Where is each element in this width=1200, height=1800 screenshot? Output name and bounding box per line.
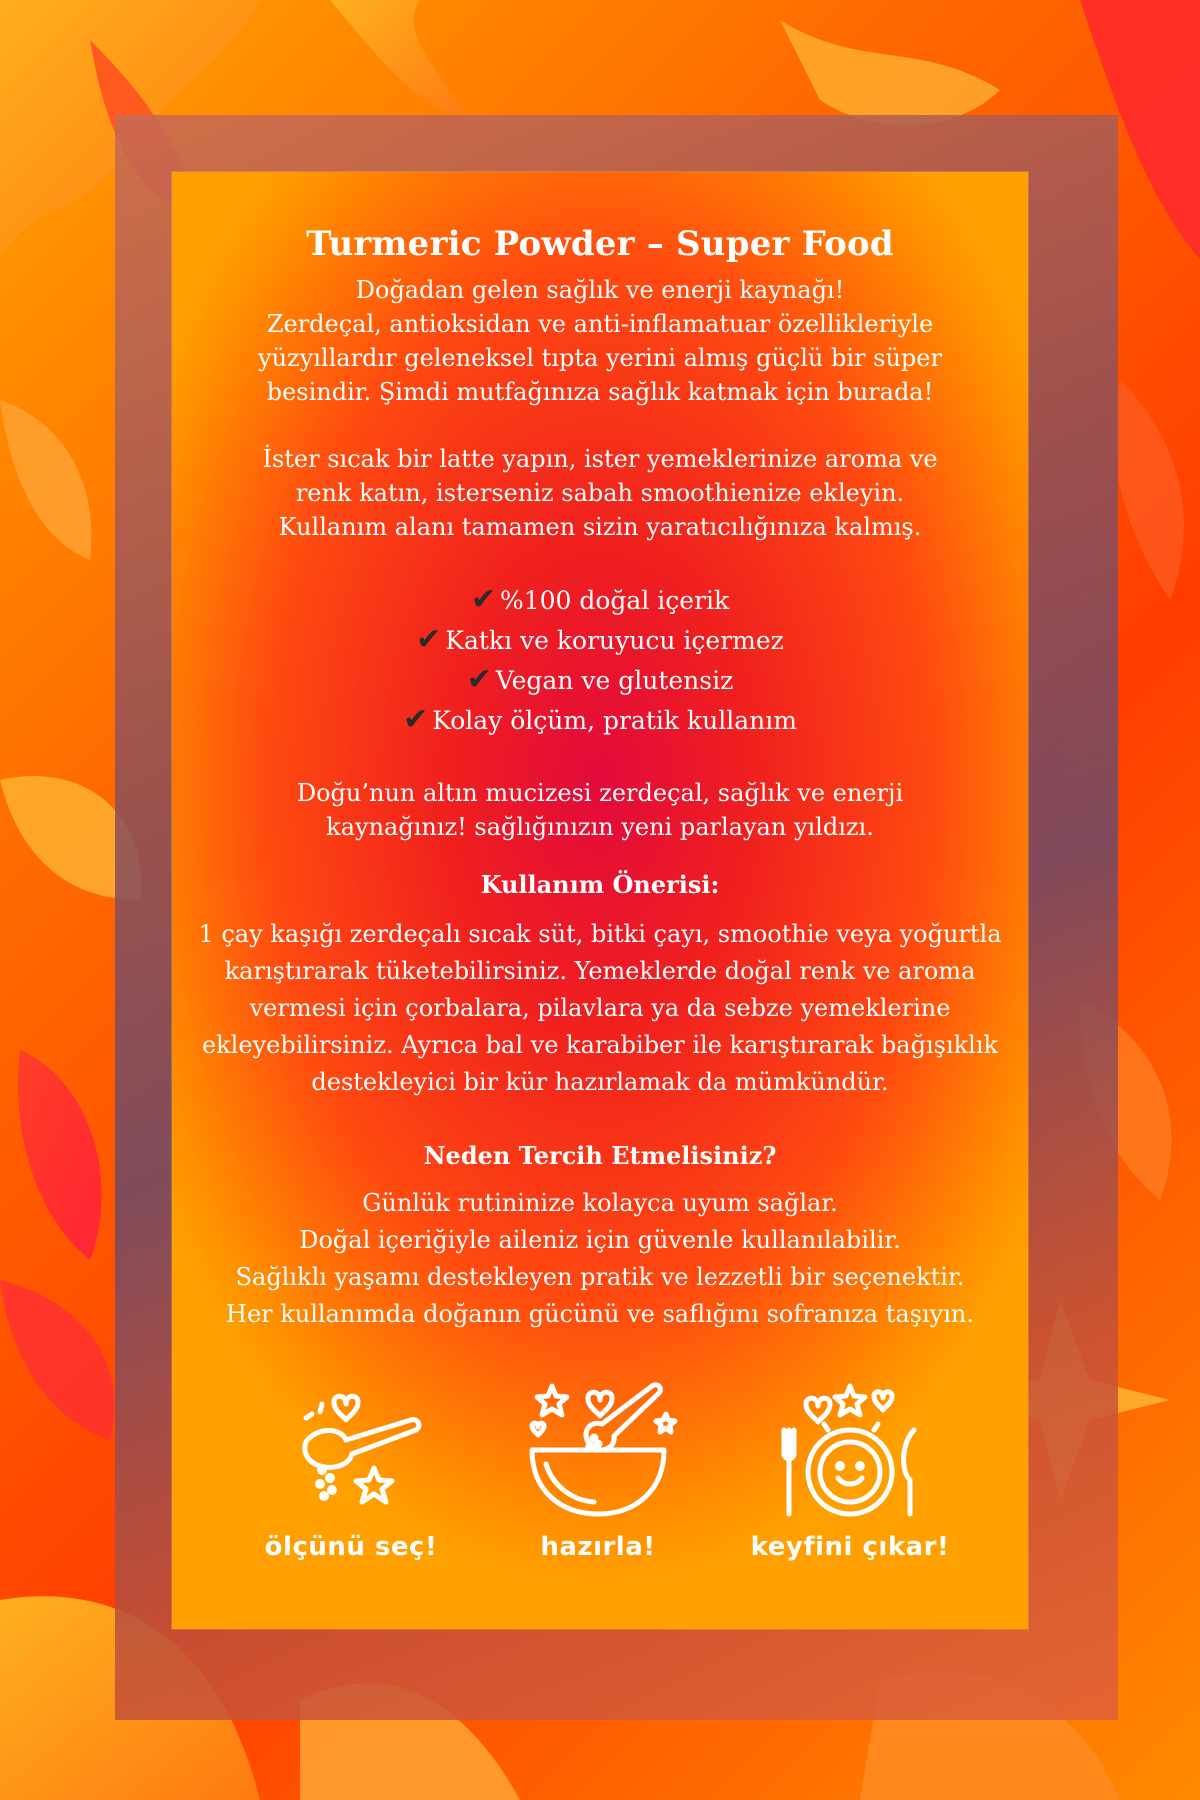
usage-line: ekleyebilirsiniz. Ayrıca bal ve karabiber ile karıştırarak bağışıklık: [201, 1030, 999, 1059]
intro-line: yüzyıllardır geleneksel tıpta yerini almış güçlü bir süper: [258, 343, 942, 372]
list-item: [172, 620, 1028, 660]
usage-line: vermesi için çorbalara, pilavlara ya da sebze yemeklerine: [249, 993, 951, 1022]
usage-paragraph-line: İster sıcak bir latte yapın, ister yemeklerinize aroma ve: [262, 444, 938, 473]
miracle-line: Doğu’nun altın mucizesi zerdeçal, sağlık ve enerji: [296, 778, 904, 807]
feature-text: Kolay ölçüm, pratik kullanım: [432, 705, 797, 735]
intro-text: [172, 273, 1028, 409]
bowl-icon: [518, 1372, 678, 1522]
intro-line: besindir. Şimdi mutfağınıza sağlık katmak için burada!: [266, 377, 934, 406]
why-line: Doğal içeriğiyle aileniz için güvenle kullanılabilir.: [299, 1225, 901, 1254]
check-icon: ✔: [403, 701, 429, 737]
check-icon: ✔: [466, 661, 492, 697]
feature-text: Vegan ve glutensiz: [495, 665, 734, 695]
spacer: [172, 409, 1028, 442]
why-line: Her kullanımda doğanın gücünü ve saflığını sofranıza taşıyın.: [226, 1299, 974, 1328]
check-icon: ✔: [470, 581, 496, 617]
list-item: [172, 660, 1028, 700]
feature-text: Katkı ve koruyucu içermez: [445, 625, 784, 655]
list-item: [172, 700, 1028, 740]
content: [172, 172, 1028, 1333]
usage-text: [172, 916, 1028, 1101]
intro-line: Zerdeçal, antioksidan ve anti-inflamatuar özellikleriyle: [266, 309, 934, 338]
list-item: [172, 580, 1028, 620]
step-enjoy: [740, 1372, 960, 1562]
why-line: Günlük rutininize kolayca uyum sağlar.: [362, 1188, 838, 1217]
page-title: Turmeric Powder – Super Food: [306, 224, 894, 264]
usage-line: 1 çay kaşığı zerdeçalı sıcak süt, bitki çayı, smoothie veya yoğurtla: [198, 919, 1002, 948]
step-prepare: [488, 1372, 708, 1562]
usage-title: Kullanım Önerisi:: [480, 869, 720, 899]
feature-text: %100 doğal içerik: [499, 585, 730, 615]
steps-row: [172, 1372, 1028, 1592]
why-title: Neden Tercih Etmelisiniz?: [423, 1140, 777, 1170]
usage-paragraph-line: Kullanım alanı tamamen sizin yaratıcılığınıza kalmış.: [278, 512, 922, 541]
step-label: ölçünü seç!: [264, 1532, 438, 1562]
step-measure: [241, 1372, 461, 1562]
why-line: Sağlıklı yaşamı destekleyen pratik ve lezzetli bir seçenektir.: [235, 1262, 965, 1291]
miracle-text: [172, 776, 1028, 844]
feature-list: [172, 580, 1028, 740]
miracle-line: kaynağınız! sağlığınızın yeni parlayan yıldızı.: [326, 812, 874, 841]
plate-icon: [770, 1372, 930, 1522]
check-icon: ✔: [416, 621, 442, 657]
why-text: [172, 1185, 1028, 1333]
intro-line: Doğadan gelen sağlık ve enerji kaynağı!: [355, 275, 845, 304]
step-label: hazırla!: [540, 1532, 656, 1562]
usage-line: karıştırarak tüketebilirsiniz. Yemeklerde doğal renk ve aroma: [224, 956, 976, 985]
step-label: keyfini çıkar!: [750, 1532, 950, 1562]
usage-line: destekleyici bir kür hazırlamak da mümkündür.: [311, 1067, 889, 1096]
usage-paragraph-line: renk katın, isterseniz sabah smoothienize ekleyin.: [295, 478, 905, 507]
spoon-icon: [276, 1372, 426, 1522]
usage-paragraph: [172, 442, 1028, 544]
